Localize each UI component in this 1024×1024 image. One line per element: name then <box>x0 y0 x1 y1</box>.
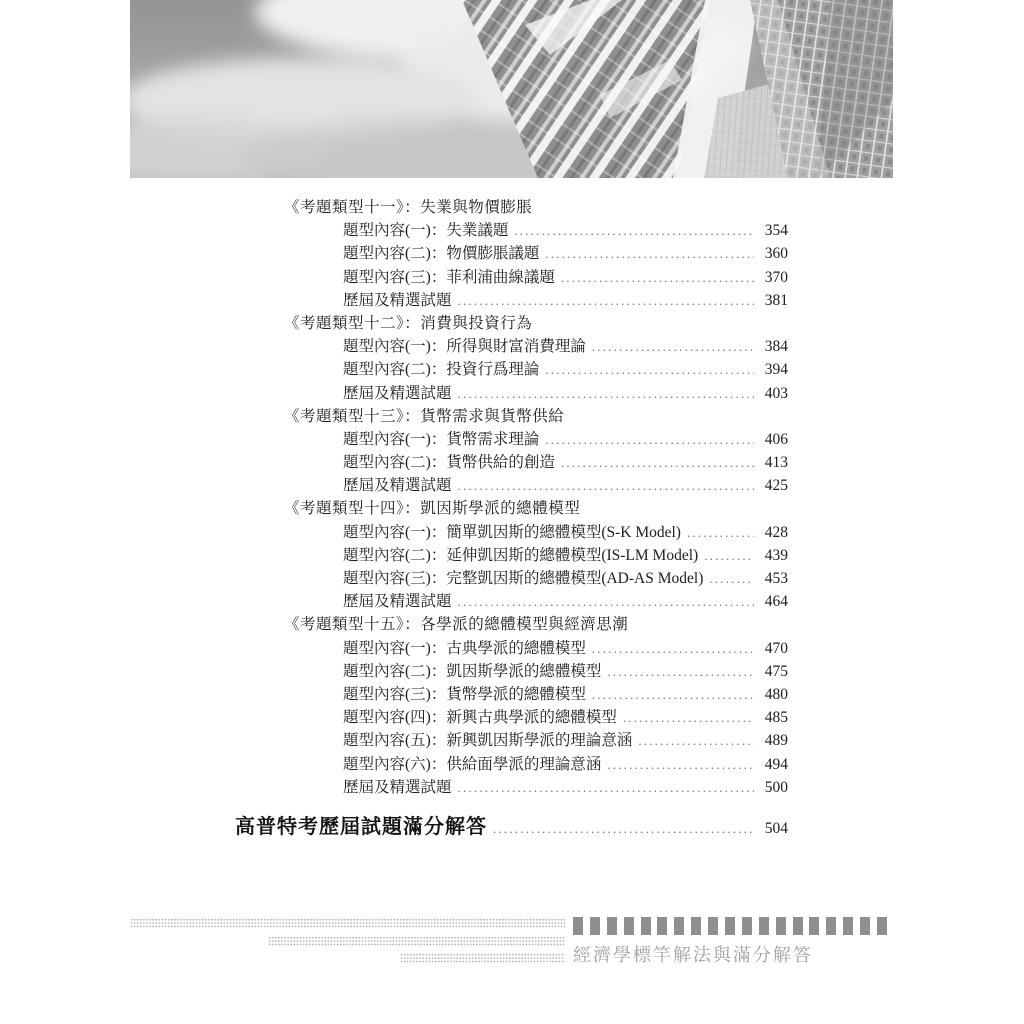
toc-entry-page-number: 470 <box>764 639 788 657</box>
toc-entry-row[interactable] <box>235 242 788 265</box>
toc-entry-row[interactable] <box>235 544 788 567</box>
dot-leader <box>545 428 754 451</box>
toc-entry-label[interactable]: 題型內容(三)：貨幣學派的總體模型 <box>343 685 586 703</box>
footer-bar <box>674 917 684 935</box>
toc-entry-page-number: 480 <box>764 685 788 703</box>
toc-entry-label[interactable]: 題型內容(一)：古典學派的總體模型 <box>343 639 586 657</box>
footer-bar <box>860 917 870 935</box>
footer-bar <box>809 917 819 935</box>
dot-leader <box>458 590 754 613</box>
footer-dot-band-3 <box>400 953 565 963</box>
footer-bar <box>657 917 667 935</box>
city-sky-illustration <box>130 0 893 178</box>
toc-entry-row[interactable] <box>235 683 788 706</box>
toc-entry-label[interactable]: 題型內容(一)：失業議題 <box>343 222 509 240</box>
footer-book-title: 經濟學標竿解法與滿分解答 <box>573 945 813 965</box>
footer-bar <box>624 917 634 935</box>
toc-entry-label[interactable]: 題型內容(二)：投資行爲理論 <box>343 361 540 379</box>
toc-entry-row[interactable] <box>235 729 788 752</box>
toc-entry-row[interactable] <box>235 706 788 729</box>
toc-entry-label[interactable]: 題型內容(一)：所得與財富消費理論 <box>343 338 586 356</box>
toc-entry-page-number: 475 <box>764 662 788 680</box>
toc-section-title-row <box>235 196 788 219</box>
dot-leader <box>458 289 754 312</box>
section-title: 《考題類型十五》：各學派的總體模型與經濟思潮 <box>284 616 629 634</box>
dot-leader <box>514 219 754 242</box>
dot-leader <box>545 242 754 265</box>
toc-entry-label[interactable]: 歷屆及精選試題 <box>343 593 452 611</box>
toc-entry-label[interactable]: 題型內容(三)：菲利浦曲線議題 <box>343 268 555 286</box>
toc-entry-row[interactable] <box>235 637 788 660</box>
toc-section-title-row <box>235 312 788 335</box>
toc-entry-row[interactable] <box>235 776 788 799</box>
footer-bar <box>573 917 583 935</box>
footer-bar <box>793 917 803 935</box>
section-title: 《考題類型十一》：失業與物價膨脹 <box>284 199 533 216</box>
section-title: 《考題類型十四》：凱因斯學派的總體模型 <box>284 500 581 518</box>
toc-entry-page-number: 485 <box>764 709 788 727</box>
dot-leader <box>704 544 754 567</box>
chapter-page-number: 504 <box>764 819 788 837</box>
toc-entry-row[interactable] <box>235 451 788 474</box>
toc-entry-page-number: 425 <box>764 477 788 495</box>
toc-entry-label[interactable]: 題型內容(二)：延伸凱因斯的總體模型(IS-LM Model) <box>343 546 699 564</box>
dot-leader <box>561 266 754 289</box>
toc-entry-page-number: 439 <box>764 546 788 564</box>
dot-leader <box>592 335 754 358</box>
footer-bars <box>573 917 887 935</box>
toc-entry-label[interactable]: 歷屆及精選試題 <box>343 291 452 309</box>
footer-bar <box>691 917 701 935</box>
dot-leader <box>458 382 754 405</box>
header-photo <box>130 0 893 178</box>
footer-bar <box>708 917 718 935</box>
toc-entry-page-number: 354 <box>764 222 788 240</box>
dot-leader <box>458 474 754 497</box>
footer-bar <box>590 917 600 935</box>
toc-entry-label[interactable]: 題型內容(一)：簡單凱因斯的總體模型(S-K Model) <box>343 523 681 541</box>
toc-entry-label[interactable]: 題型內容(六)：供給面學派的理論意涵 <box>343 755 602 773</box>
chapter-title[interactable]: 高普特考歷屆試題滿分解答 <box>235 815 487 838</box>
toc-entry-page-number: 403 <box>764 384 788 402</box>
toc-entry-row[interactable] <box>235 335 788 358</box>
toc-section-title-row <box>235 497 788 520</box>
toc-entry-page-number: 428 <box>764 523 788 541</box>
dot-leader <box>638 729 754 752</box>
toc-entry-row[interactable] <box>235 474 788 497</box>
toc-entry-label[interactable]: 題型內容(二)：貨幣供給的創造 <box>343 454 555 472</box>
toc-entry-label[interactable]: 題型內容(二)：物價膨脹議題 <box>343 245 540 263</box>
footer-bar <box>607 917 617 935</box>
toc-entry-label[interactable]: 歷屆及精選試題 <box>343 477 452 495</box>
toc-entry-page-number: 413 <box>764 454 788 472</box>
footer-bar <box>725 917 735 935</box>
section-title: 《考題類型十二》：消費與投資行為 <box>284 314 533 332</box>
toc-entry-page-number: 360 <box>764 245 788 263</box>
footer-dot-band-2 <box>268 936 565 946</box>
toc-entry-page-number: 453 <box>764 570 788 587</box>
toc-entry-label[interactable]: 題型內容(一)：貨幣需求理論 <box>343 430 540 448</box>
toc-entry-page-number: 500 <box>764 778 788 796</box>
toc-entry-row[interactable] <box>235 382 788 405</box>
footer-bar <box>641 917 651 935</box>
toc-entry-label[interactable]: 題型內容(四)：新興古典學派的總體模型 <box>343 709 617 727</box>
dot-leader <box>592 637 754 660</box>
toc-entry-row[interactable] <box>235 358 788 381</box>
toc-entry-row[interactable] <box>235 590 788 613</box>
toc-section-title-row <box>235 405 788 428</box>
toc-entry-page-number: 489 <box>764 732 788 750</box>
table-of-contents <box>235 196 788 842</box>
toc-entry-row[interactable] <box>235 567 788 590</box>
dot-leader <box>709 567 754 590</box>
toc-entry-row[interactable] <box>235 289 788 312</box>
toc-entry-page-number: 394 <box>764 361 788 379</box>
footer-bar <box>742 917 752 935</box>
dot-leader <box>592 683 754 706</box>
dot-leader <box>493 816 754 842</box>
toc-entry-label[interactable]: 歷屆及精選試題 <box>343 384 452 402</box>
toc-chapter-row[interactable] <box>235 814 788 842</box>
toc-entry-page-number: 406 <box>764 430 788 448</box>
toc-entry-row[interactable] <box>235 266 788 289</box>
footer-bar <box>843 917 853 935</box>
dot-leader <box>687 521 754 544</box>
toc-entry-row[interactable] <box>235 219 788 242</box>
toc-rows <box>235 196 788 799</box>
toc-entry-label[interactable]: 題型內容(五)：新興凱因斯學派的理論意涵 <box>343 732 633 750</box>
toc-entry-page-number: 370 <box>764 268 788 286</box>
toc-entry-row[interactable] <box>235 521 788 544</box>
toc-entry-label[interactable]: 題型內容(三)：完整凱因斯的總體模型(AD-AS Model) <box>343 570 704 587</box>
dot-leader <box>623 706 754 729</box>
toc-entry-label[interactable]: 歷屆及精選試題 <box>343 778 452 796</box>
footer-bar <box>877 917 887 935</box>
toc-entry-row[interactable] <box>235 428 788 451</box>
toc-entry-row[interactable] <box>235 753 788 776</box>
section-title: 《考題類型十三》：貨幣需求與貨幣供給 <box>284 407 565 425</box>
footer-bar <box>826 917 836 935</box>
dot-leader <box>545 358 754 381</box>
toc-entry-page-number: 494 <box>764 755 788 773</box>
dot-leader <box>561 451 754 474</box>
toc-entry-label[interactable]: 題型內容(二)：凱因斯學派的總體模型 <box>343 662 602 680</box>
toc-entry-row[interactable] <box>235 660 788 683</box>
dot-leader <box>458 776 754 799</box>
footer-bar <box>759 917 769 935</box>
footer-bar <box>776 917 786 935</box>
toc-entry-page-number: 464 <box>764 593 788 611</box>
toc-entry-page-number: 381 <box>764 291 788 309</box>
dot-leader <box>607 660 754 683</box>
toc-entry-page-number: 384 <box>764 338 788 356</box>
footer-dot-band-1 <box>130 918 565 928</box>
dot-leader <box>607 753 754 776</box>
toc-section-title-row <box>235 613 788 636</box>
